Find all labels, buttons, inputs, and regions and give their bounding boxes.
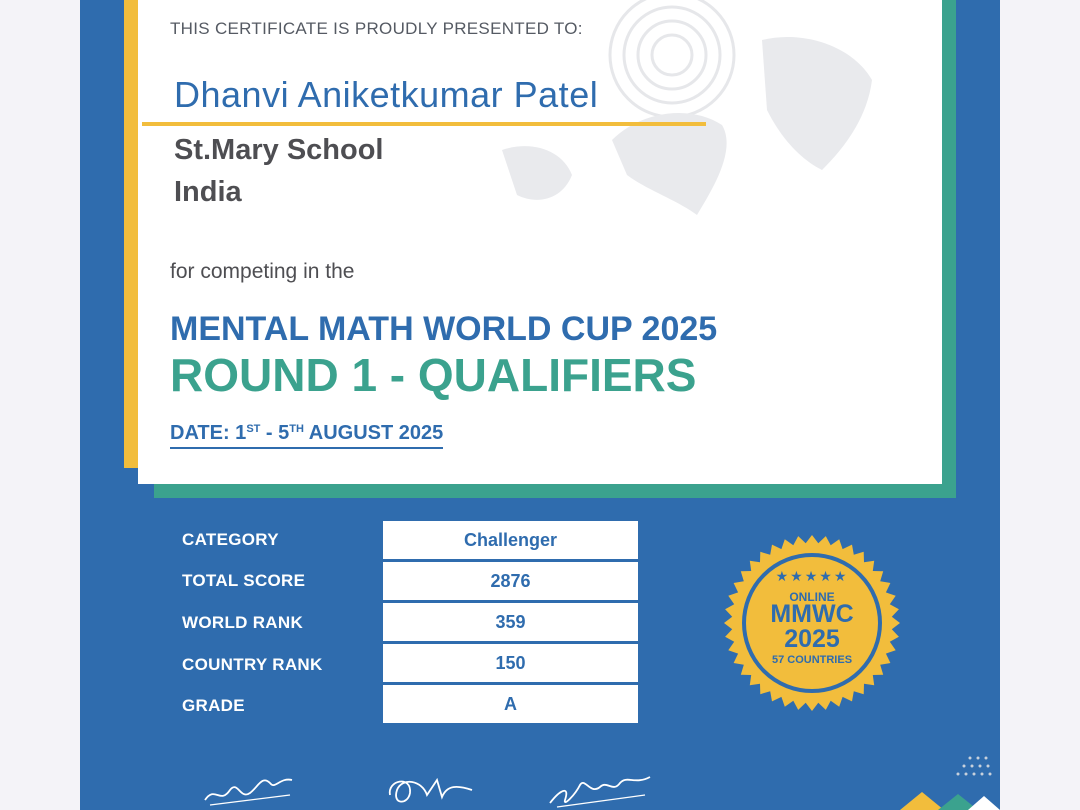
corner-decoration	[860, 750, 1000, 810]
certificate-card	[138, 0, 942, 484]
world-rank-value: 359	[383, 603, 638, 641]
seal-mmwc-text: MMWC	[770, 600, 854, 628]
competing-text: for competing in the	[170, 260, 355, 283]
event-date	[170, 422, 443, 449]
signature-1	[200, 765, 300, 810]
date-prefix: DATE: 1	[170, 422, 247, 444]
date-rest: AUGUST 2025	[303, 422, 444, 444]
category-value: Challenger	[383, 521, 638, 559]
category-label: CATEGORY	[182, 530, 279, 549]
seal-stars-icon: ★★★★★	[775, 568, 849, 584]
signature-3	[545, 765, 655, 810]
date-start-suffix: ST	[246, 423, 261, 435]
round-title: ROUND 1 - QUALIFIERS	[170, 349, 697, 401]
seal-year-text: 2025	[784, 625, 840, 653]
grade-value: A	[383, 685, 638, 723]
date-middle: - 5	[260, 422, 290, 444]
country-rank-label: COUNTRY RANK	[182, 655, 323, 674]
country-rank-value: 150	[383, 644, 638, 682]
presented-to-text: THIS CERTIFICATE IS PROUDLY PRESENTED TO:	[170, 19, 583, 38]
seal-text	[722, 533, 902, 713]
seal-countries-text: 57 COUNTRIES	[771, 654, 853, 666]
total-score-value: 2876	[383, 562, 638, 600]
name-underline	[142, 122, 706, 126]
school-name: St.Mary School	[174, 134, 384, 166]
date-end-suffix: TH	[289, 423, 304, 435]
total-score-label: TOTAL SCORE	[182, 571, 306, 590]
signature-2	[382, 765, 482, 810]
event-title: MENTAL MATH WORLD CUP 2025	[170, 310, 718, 348]
country-name: India	[174, 176, 242, 208]
world-rank-label: WORLD RANK	[182, 613, 304, 632]
seal-online-text: ONLINE	[789, 590, 835, 604]
grade-label: GRADE	[182, 696, 245, 715]
recipient-name: Dhanvi Aniketkumar Patel	[174, 74, 599, 115]
